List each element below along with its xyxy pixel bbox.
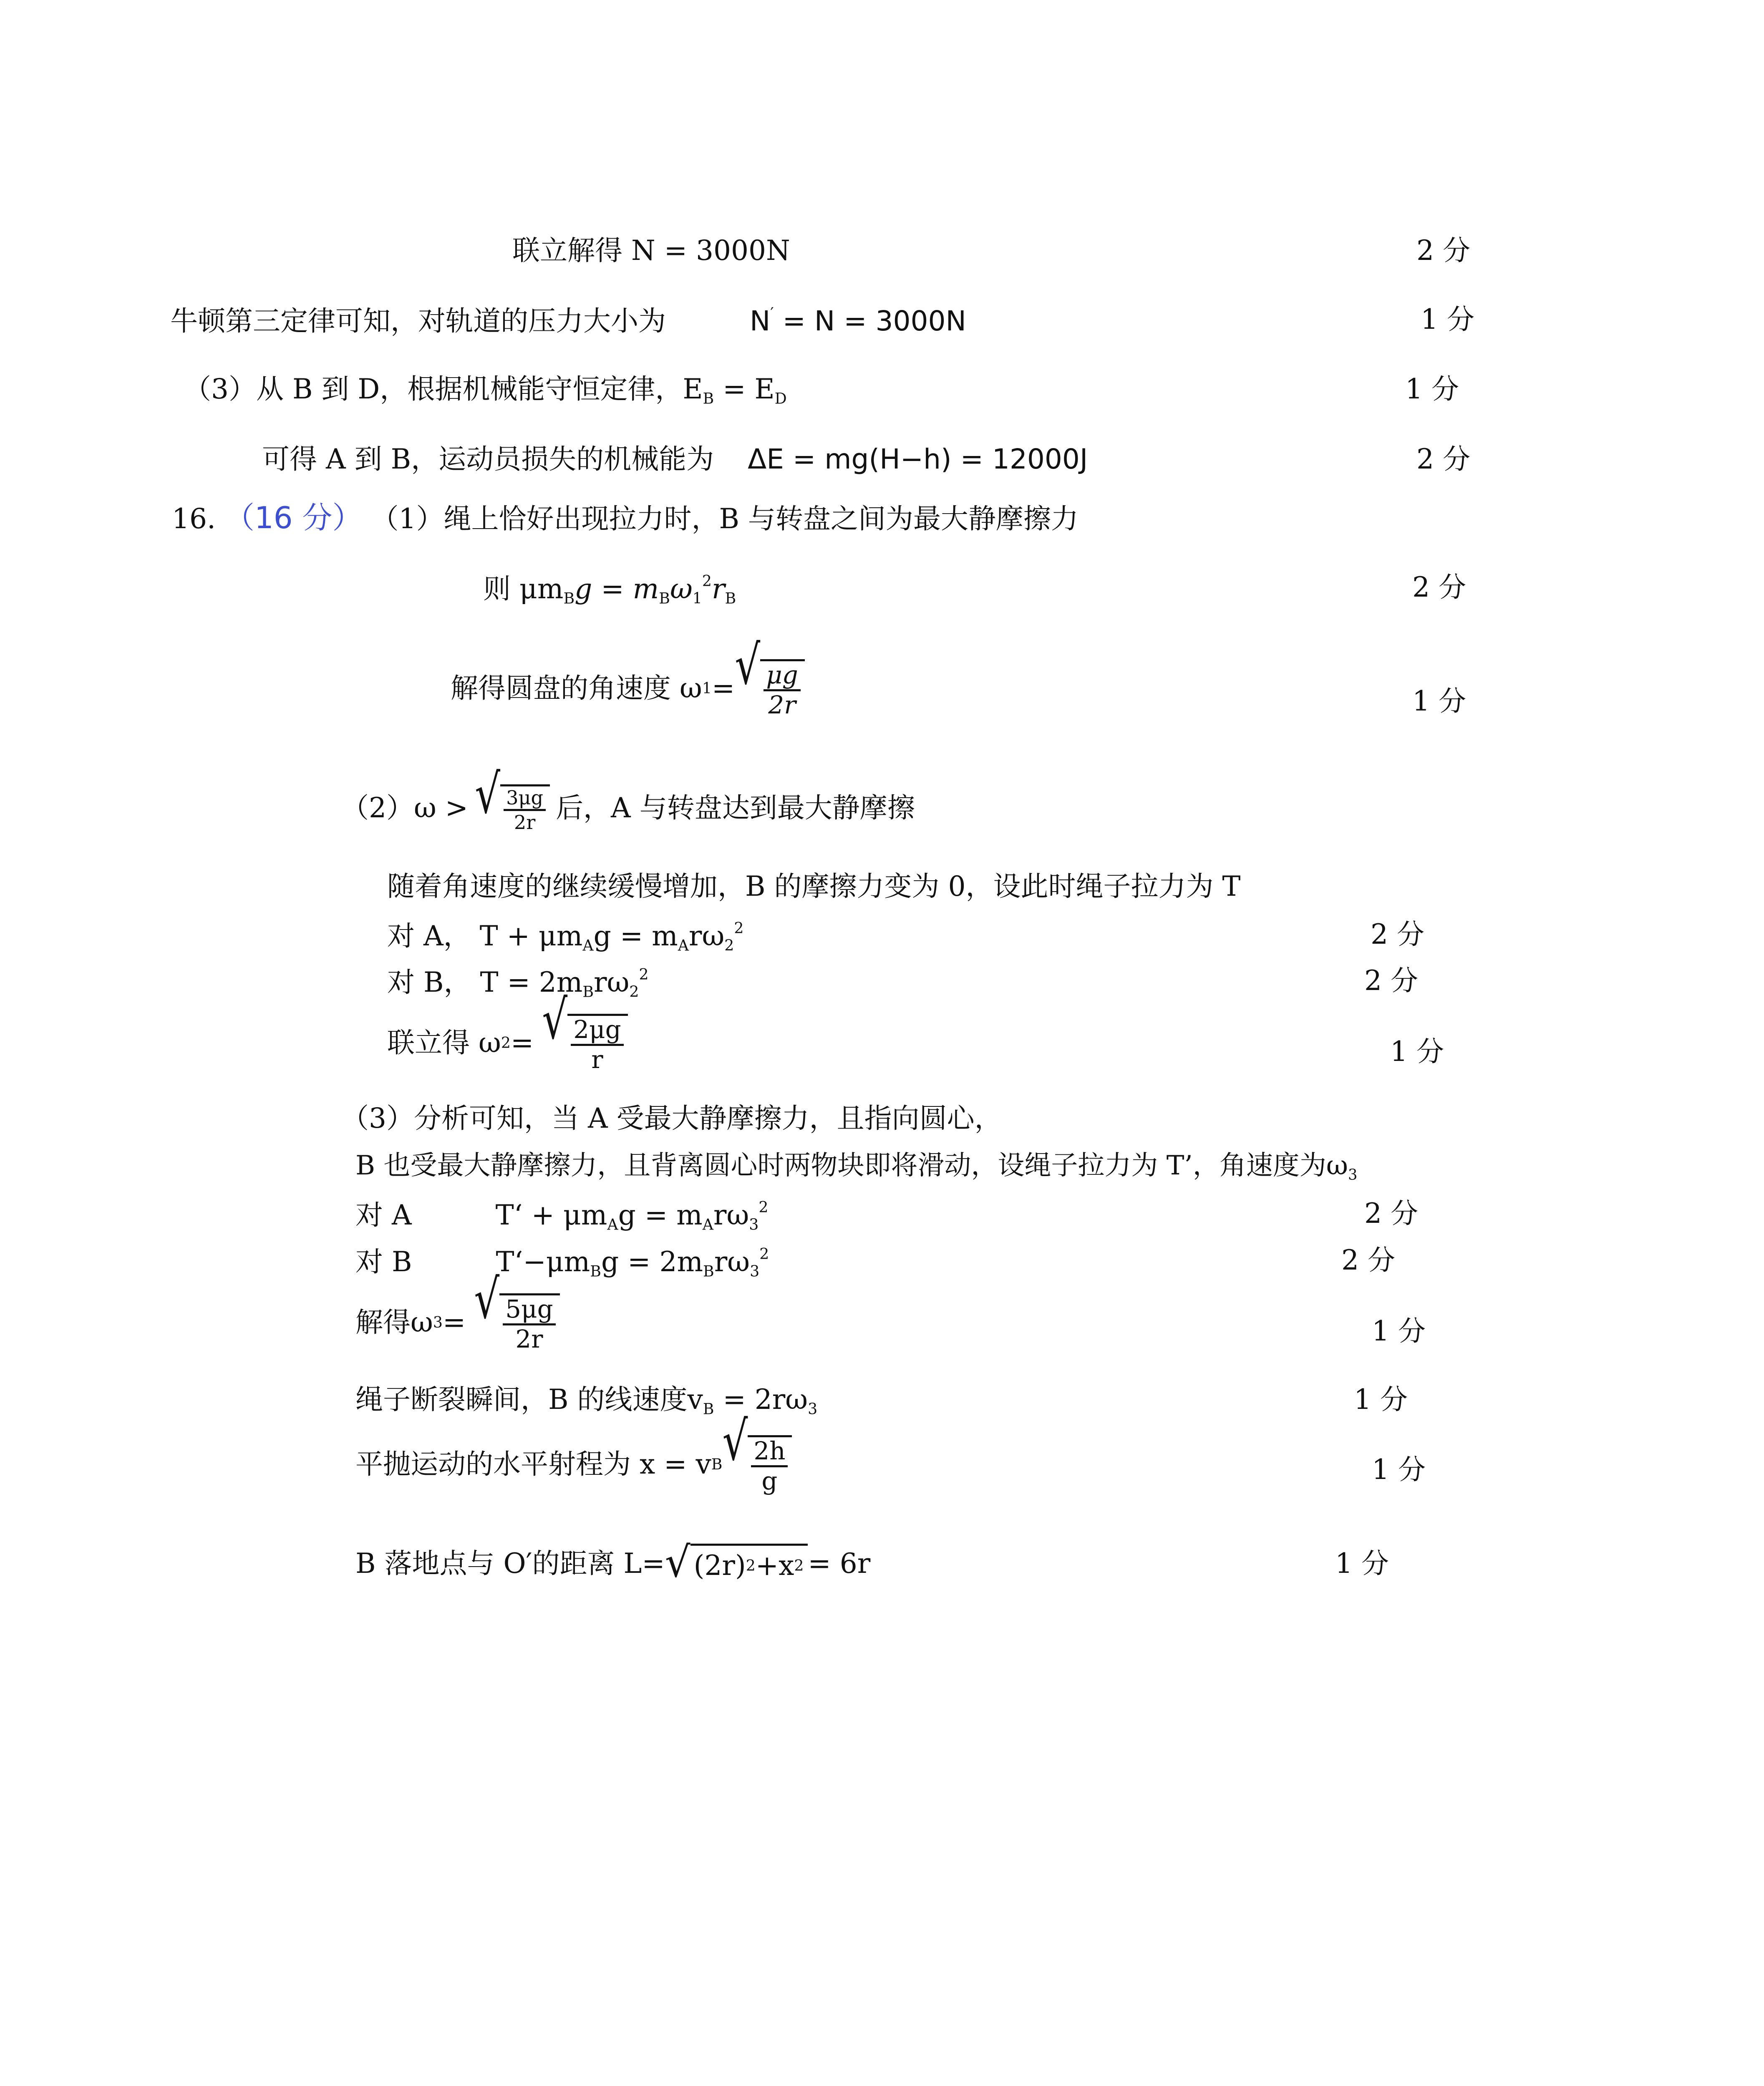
- score-13: 1 分: [1354, 1383, 1408, 1416]
- line-omega-2: 联立得 ω 2 = √ $\frac{2\mu g}{r}$: [387, 1014, 628, 1073]
- sqrt-expr: √ $\frac{2h}{g}$: [722, 1435, 792, 1494]
- question-number: 16.: [172, 503, 216, 535]
- sqrt-expr: √ (2r) 2 +x 2: [665, 1544, 808, 1584]
- score-9: 1 分: [1390, 1035, 1444, 1068]
- score-11: 2 分: [1341, 1244, 1395, 1276]
- line-part2-condition: （2）ω > √ $\frac{3\mu g}{2r}$ 后，A 与转盘达到最大静摩擦: [341, 762, 915, 834]
- line-both-max-friction: B 也受最大静摩擦力，且背离圆心时两物块即将滑动，设绳子拉力为 T’，角速度为$\omega_3$: [355, 1150, 1358, 1184]
- line-landing-distance: B 落地点与 O′的距离 L= √ (2r) 2 +x 2 = 6r: [355, 1537, 871, 1587]
- line-horizontal-range: 平抛运动的水平射程为 x = v B √ $\frac{2h}{g}$: [355, 1435, 792, 1494]
- line-for-a-2: 对 A T‘ + $\mu m_Ag = m_Ar\omega_3^2$: [355, 1198, 769, 1234]
- sqrt-expr: √ $\frac{\mu g}{2r}$: [735, 659, 805, 718]
- score-14: 1 分: [1372, 1454, 1426, 1486]
- line-energy-loss: 可得 A 到 B，运动员损失的机械能为 ΔE = mg(H−h) = 12000J: [262, 443, 1088, 475]
- score-6: 1 分: [1412, 685, 1466, 717]
- question-16-header: 16. （16 分） （1）绳上恰好出现拉力时，B 与转盘之间为最大静摩擦力: [172, 500, 1079, 535]
- score-10: 2 分: [1364, 1197, 1418, 1229]
- sqrt-expr: √ $\frac{3\mu g}{2r}$: [475, 784, 550, 832]
- line-part3-analysis: （3）分析可知，当 A 受最大静摩擦力，且指向圆心，: [341, 1102, 1002, 1134]
- line-energy-conservation: （3）从 B 到 D，根据机械能守恒定律，$E_B = E_D$: [184, 373, 787, 408]
- score-5: 2 分: [1412, 571, 1466, 603]
- score-2: 1 分: [1421, 303, 1474, 335]
- line-for-b-1: 对 B， $T = 2m_Br\omega_2^2$: [387, 965, 649, 1001]
- score-3: 1 分: [1405, 373, 1459, 405]
- score-12: 1 分: [1372, 1315, 1426, 1347]
- score-1: 2 分: [1416, 234, 1470, 267]
- score-7: 2 分: [1371, 918, 1424, 950]
- line-for-a-1: 对 A， $T + \mu m_Ag = m_Ar\omega_2^2$: [387, 919, 744, 955]
- sqrt-expr: √ $\frac{2\mu g}{r}$: [542, 1014, 627, 1073]
- sqrt-expr: √ $\frac{5\mu g}{2r}$: [474, 1293, 559, 1352]
- line-friction-zero: 随着角速度的继续缓慢增加，B 的摩擦力变为 0，设此时绳子拉力为 T: [387, 870, 1241, 902]
- line-max-friction-eq: 则 $\mu m_Bg = m_B\omega_1^2r_B$: [483, 572, 736, 607]
- line-for-b-2: 对 B $T‘-\mu m_Bg = 2m_Br\omega_3^2$: [355, 1245, 769, 1280]
- line-omega-3: 解得ω 3 = √ $\frac{5\mu g}{2r}$: [355, 1293, 560, 1352]
- line-solve-n: 联立解得 N = 3000N: [512, 234, 790, 267]
- line-newton-third: 牛顿第三定律可知，对轨道的压力大小为 N′ = N = 3000N: [170, 304, 966, 338]
- score-15: 1 分: [1335, 1547, 1389, 1580]
- line-angular-velocity-1: 解得圆盘的角速度 ω 1 = √ $\frac{\mu g}{2r}$: [451, 659, 805, 718]
- score-4: 2 分: [1416, 443, 1470, 475]
- line-linear-velocity: 绳子断裂瞬间，B 的线速度$v_B = 2r\omega_3$: [355, 1383, 818, 1418]
- question-score-mark: （16 分）: [224, 500, 363, 535]
- score-8: 2 分: [1364, 965, 1418, 997]
